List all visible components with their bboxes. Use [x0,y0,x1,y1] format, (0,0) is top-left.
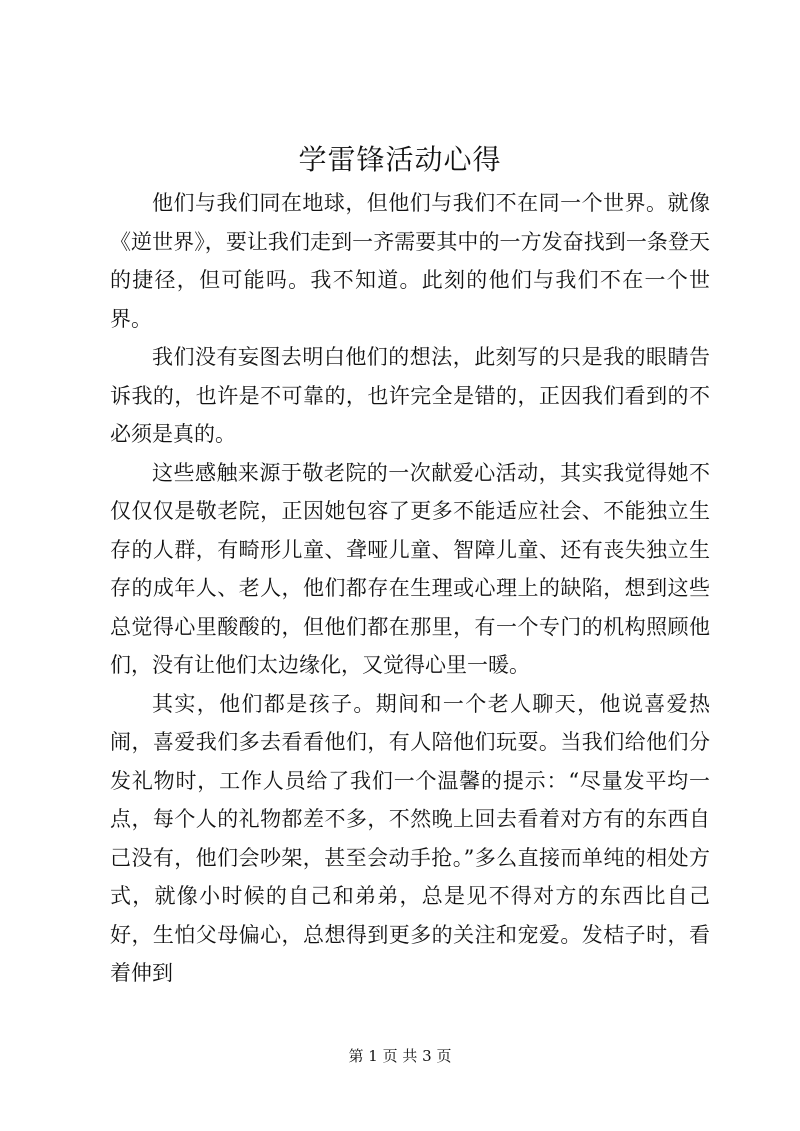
document-body [110,184,710,993]
paragraph-1: 他们与我们同在地球，但他们与我们不在同一个世界。就像《逆世界》，要让我们走到一齐需要其中的一方发奋找到一条登天的捷径，但可能吗。我不知道。此刻的他们与我们不在一个世界。 [110,191,710,331]
page-title: 学雷锋活动心得 [298,143,502,176]
paragraph-3: 这些感触来源于敬老院的一次献爱心活动，其实我觉得她不仅仅仅是敬老院，正因她包容了更多不能适应社会、不能独立生存的人群，有畸形儿童、聋哑儿童、智障儿童、还有丧失独立生存的成年人、老人，他们都存在生理或心理上的缺陷，想到这些总觉得心里酸酸的，但他们都在那里，有一个专门的机构照顾他们，没有让他们太边缘化，又觉得心里一暖。 [110,460,710,677]
paragraph-2: 我们没有妄图去明白他们的想法，此刻写的只是我的眼睛告诉我的，也许是不可靠的，也许完全是错的，正因我们看到的不必须是真的。 [110,345,710,446]
paragraph-4: 其实，他们都是孩子。期间和一个老人聊天，他说喜爱热闹，喜爱我们多去看看他们，有人陪他们玩耍。当我们给他们分发礼物时，工作人员给了我们一个温馨的提示：“尽量发平均一点，每个人的礼物都差不多，不然晚上回去看着对方有的东西自己没有，他们会吵架，甚至会动手抢。”多么直接而单纯的相处方式，就像小时候的自己和弟弟，总是见不得对方的东西比自己好，生怕父母偏心，总想得到更多的关注和宠爱。发桔子时，看着伸到 [110,691,710,985]
page-number-footer: 第 1 页 共 3 页 [348,1047,452,1065]
